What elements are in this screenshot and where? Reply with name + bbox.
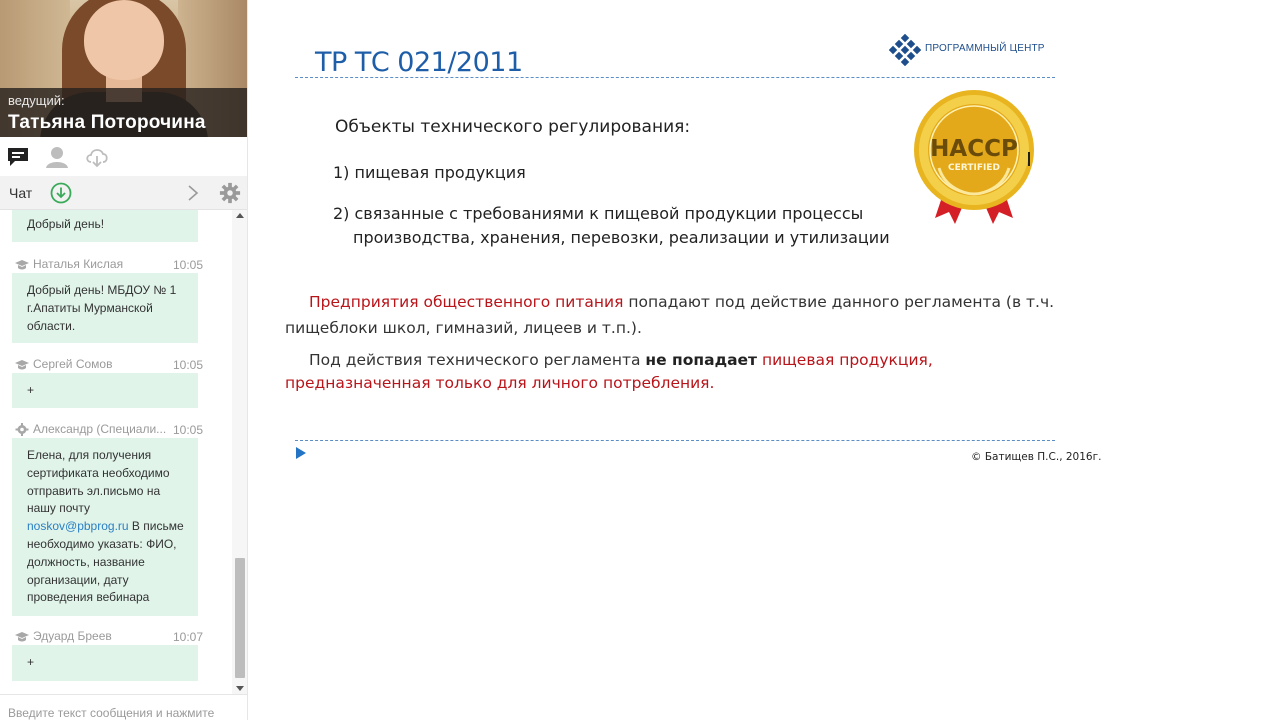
text-cursor-icon [1028, 152, 1030, 166]
message-text: Добрый день! МБДОУ № 1 г.Апатиты Мурманской области. [27, 283, 177, 333]
program-center-logo-icon [889, 34, 921, 66]
slide-item-2-line1: 2) связанные с требованиями к пищевой продукции процессы [333, 204, 864, 223]
slide-divider-bottom [295, 440, 1055, 441]
slide-heading: Объекты технического регулирования: [335, 117, 691, 137]
gear-icon [15, 423, 29, 436]
graduation-cap-icon [15, 258, 29, 271]
p1-text: попадают под действие данного регламента (в т.ч. пищеблоки школ, гимназий, лицеев и т.п.). [285, 293, 1055, 337]
chat-input-area [0, 694, 248, 720]
message-time: 10:05 [172, 423, 203, 437]
cloud-download-icon[interactable] [85, 146, 109, 168]
slide-paragraph-2 [285, 349, 1065, 395]
chat-label: Чат [9, 185, 33, 201]
message-author: Наталья Кислая [33, 257, 124, 271]
gear-icon[interactable] [219, 182, 241, 204]
p2-end: . [709, 374, 715, 392]
p2-text-start: Под действия технического регламента [309, 351, 646, 369]
seal-text-haccp: HACCP [930, 136, 1018, 162]
presentation-slide [249, 0, 1280, 720]
p2-bold: не попадает [645, 351, 758, 369]
chat-icon[interactable] [6, 146, 30, 168]
p1-highlight: Предприятия общественного питания [309, 293, 624, 311]
chevron-right-icon[interactable] [186, 184, 200, 202]
message-author: Эдуард Бреев [33, 629, 112, 643]
slide-title: ТР ТС 021/2011 [315, 47, 523, 78]
message-text: + [27, 655, 35, 669]
sidebar [0, 0, 248, 720]
message-bubble [12, 273, 198, 343]
slide-paragraph-1 [285, 289, 1065, 341]
message-bubble [12, 210, 198, 242]
message-text: Елена, для получения сертификата необходимо отправить эл.письмо на нашу почту [27, 448, 170, 516]
seal-text-certified: CERTIFIED [948, 163, 1000, 173]
message-header [15, 422, 203, 438]
message-header [15, 629, 203, 645]
email-link[interactable]: noskov@pbprog.ru [27, 519, 129, 534]
message-time: 10:05 [172, 358, 203, 372]
message-time: 10:07 [172, 630, 203, 644]
slide-item-2 [333, 202, 890, 250]
message-author: Сергей Сомов [33, 357, 113, 371]
download-circle-icon[interactable] [50, 182, 72, 204]
scroll-up-arrow-icon[interactable] [236, 213, 244, 218]
play-triangle-icon [296, 447, 306, 459]
slide-copyright: © Батищев П.С., 2016г. [971, 451, 1102, 463]
message-author: Александр (Специали... [33, 422, 167, 436]
slide-item-1: 1) пищевая продукция [333, 163, 526, 182]
graduation-cap-icon [15, 630, 29, 643]
graduation-cap-icon [15, 358, 29, 371]
slide-item-2-line2: производства, хранения, перевозки, реализации и утилизации [353, 228, 890, 247]
chat-messages[interactable] [0, 210, 232, 694]
presenter-name: Татьяна Поторочина [8, 112, 206, 133]
scroll-down-arrow-icon[interactable] [236, 686, 244, 691]
message-bubble [12, 645, 198, 681]
message-header [15, 257, 203, 273]
haccp-certified-seal [909, 88, 1039, 228]
presenter-role: ведущий: [8, 93, 65, 108]
message-bubble [12, 373, 198, 408]
logo-text: ПРОГРАММНЫЙ ЦЕНТР [925, 43, 1045, 54]
message-text: + [27, 383, 35, 397]
sidebar-tabs [0, 140, 248, 174]
message-text: Добрый день! [27, 217, 105, 231]
scrollbar-thumb[interactable] [235, 558, 245, 678]
message-time: 10:05 [172, 258, 203, 272]
presenter-video [0, 0, 248, 137]
chat-scrollbar[interactable] [232, 210, 248, 694]
chat-message-input[interactable] [0, 695, 248, 720]
message-text: В письме необходимо указать: ФИО, должность, название организации, дату проведения вебинара [27, 519, 184, 605]
message-bubble [12, 438, 198, 616]
p2-highlight: пищевая продукция, предназначенная только для личного потребления [285, 351, 933, 392]
chat-header [0, 176, 248, 210]
slide-divider-top [295, 77, 1055, 78]
message-header [15, 357, 203, 373]
user-icon[interactable] [45, 146, 69, 168]
